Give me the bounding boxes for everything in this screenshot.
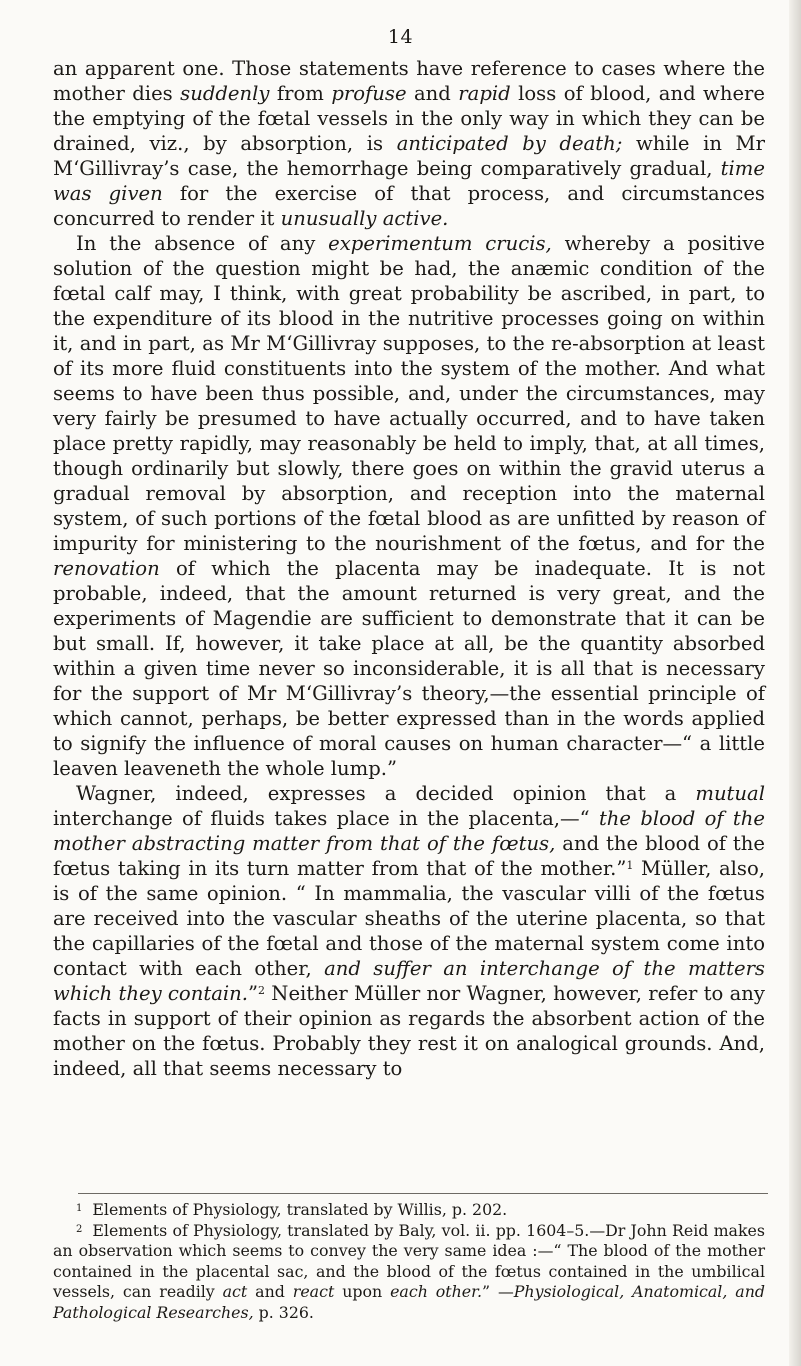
footnote-divider — [78, 1193, 768, 1194]
footnote-marker: 2 — [76, 1223, 83, 1235]
italic-text: mutual — [695, 782, 765, 805]
text-run: while in Mr M‘Gillivray’s case, the hemorrhage being comparatively gradual, — [53, 132, 765, 180]
paragraph-p2 — [53, 231, 765, 781]
italic-text: renovation — [53, 557, 160, 580]
italic-text: anticipated by death; — [396, 132, 623, 155]
text-run: loss of blood, and where the emptying of the fœtal vessels in the only way in which they can be drained, viz., by absorption, is — [53, 82, 766, 155]
text-run: interchange of fluids takes place in the placenta,—“ — [53, 807, 599, 830]
text-run: and — [406, 82, 459, 105]
footnotes — [53, 1200, 765, 1323]
text-run: Elements of Physiology, translated by Baly, vol. ii. pp. 1604–5.—Dr John Reid makes an observation which seems to convey the very same idea :—“ The blood of the mother contained in the placental sac, and the blood of the fœtus contained in the umbilical vessels, can readily — [53, 1220, 765, 1301]
italic-text: and suffer an interchange of the matters which they contain. — [53, 957, 765, 1005]
text-run: upon — [334, 1282, 391, 1301]
italic-text: profuse — [331, 82, 407, 105]
italic-text: experimentum crucis, — [328, 232, 552, 255]
italic-text: unusually active. — [280, 207, 449, 230]
text-run: for the exercise of that process, and circumstances concurred to render it — [53, 182, 765, 230]
italic-text: suddenly — [180, 82, 270, 105]
text-run: from — [269, 82, 332, 105]
text-run: Wagner, indeed, expresses a decided opinion that a — [76, 782, 696, 805]
italic-text: rapid — [458, 82, 511, 105]
italic-text: each other. — [390, 1282, 482, 1301]
page-number: 14 — [387, 26, 414, 48]
footnote-reference: 2 — [258, 984, 266, 997]
text-run: ” — [248, 982, 259, 1005]
italic-text: the blood of the mother abstracting matter from that of the fœtus, — [53, 807, 766, 855]
text-run: p. 326. — [253, 1302, 314, 1322]
text-run: whereby a positive solution of the question might be had, the anæmic condition of the fœtal calf may, I think, with great probability be ascribed, in part, to the expenditure of its blood in the nutritive processes going on within it, and in part, as Mr M‘Gillivray supposes, to the re-absorption at least of its more fluid constituents into the system of the mother. And what seems to have been thus possible, and, under the circumstances, may very fairly be presumed to have actually occurred, and to have taken place pretty rapidly, may reasonably be held to imply, that, at all times, though ordinarily but slowly, there goes on within the gravid uterus a gradual removal by absorption, and reception into the maternal system, of such portions of the fœtal blood as are unfitted by reason of impurity for ministering to the nourishment of the fœtus, and for the — [53, 232, 765, 555]
paragraph-p1 — [53, 56, 765, 231]
footnote-fn2 — [53, 1221, 765, 1324]
text-run: Müller, also, is of the same opinion. “ In mammalia, the vascular villi of the fœtus are received into the vascular sheaths of the uterine placenta, so that the capillaries of the fœtal and those of the maternal system come into contact with each other, — [53, 857, 765, 980]
text-run: and the blood of the fœtus taking in its turn matter from that of the mother.” — [53, 832, 766, 880]
body-text — [53, 56, 765, 1081]
text-run: Neither Müller nor Wagner, however, refer to any facts in support of their opinion as regards the absorbent action of the mother on the fœtus. Probably they rest it on analogical grounds. And, indeed, all that seems necessary to — [53, 982, 765, 1080]
text-run: an apparent one. Those statements have reference to cases where the mother dies — [53, 57, 765, 105]
footnote-marker: 1 — [76, 1203, 83, 1214]
text-run: ” — [482, 1282, 491, 1301]
text-run: of which the placenta may be inadequate. It is not probable, indeed, that the amount returned is very great, and the experiments of Magendie are sufficient to demonstrate that it can be but small. If, however, it take place at all, be the quantity absorbed within a given time never so inconsiderable, it is all that is necessary for the support of Mr M‘Gillivray’s theory,—the essential principle of which cannot, perhaps, be better expressed than in the words applied to signify the influence of moral causes on human character—“ a little leaven leaveneth the whole lump.” — [53, 557, 765, 780]
text-run: — — [490, 1282, 514, 1301]
footnote-fn1 — [53, 1200, 765, 1221]
text-run: Elements of Physiology, translated by Willis, p. 202. — [92, 1200, 508, 1219]
italic-text: act — [222, 1282, 248, 1301]
footnote-reference: 1 — [626, 859, 634, 872]
text-run: and — [247, 1282, 293, 1301]
page-edge-shadow — [789, 0, 801, 1366]
text-run: In the absence of any — [76, 232, 329, 255]
paragraph-p3 — [53, 781, 765, 1081]
italic-text: Physiological, Anatomical, and Pathological Researches, — [53, 1282, 765, 1322]
italic-text: react — [292, 1282, 335, 1301]
italic-text: time was given — [53, 157, 765, 205]
